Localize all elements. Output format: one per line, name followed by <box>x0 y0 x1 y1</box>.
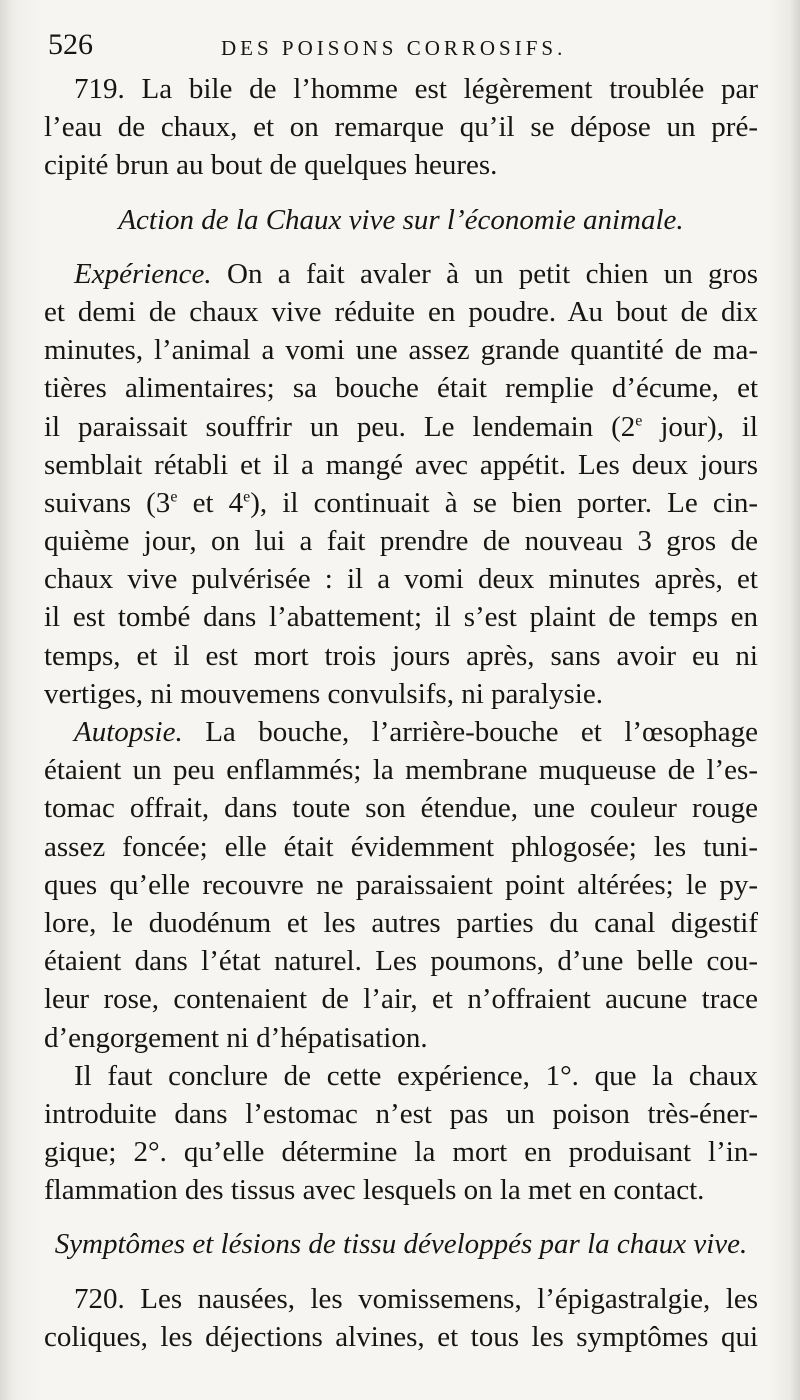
experience-label: Expérience. <box>74 257 212 290</box>
text-line: tomac offrait, dans toute son étendue, une couleur rouge <box>44 792 758 825</box>
text-span: et 4 <box>177 486 244 519</box>
text-line: semblait rétabli et il a mangé avec appétit. Les deux jours <box>44 448 758 481</box>
autopsie-label: Autopsie. <box>74 716 183 748</box>
paragraph-conclusion <box>44 1057 758 1210</box>
text-line: et demi de chaux vive réduite en poudre. Au bout de dix <box>44 295 758 328</box>
text-line: temps, et il est mort trois jours après, sans avoir eu ni <box>44 639 758 672</box>
text-line: leur rose, contenaient de l’air, et n’offraient aucune trace <box>44 983 758 1016</box>
text-line <box>44 408 758 446</box>
text-line: 720. Les nausées, les vomissemens, l’épigastralgie, les <box>74 1282 758 1315</box>
text-line: assez foncée; elle était évidemment phlogosée; les tuni- <box>44 830 758 863</box>
text-line: chaux vive pulvérisée : il a vomi deux minutes après, et <box>44 563 758 596</box>
superscript: e <box>243 488 251 506</box>
text-line: lore, le duodénum et les autres parties du canal digestif <box>44 906 758 939</box>
text-span: il paraissait souffrir un peu. Le lendemain (2 <box>44 410 636 443</box>
text-line: minutes, l’animal a vomi une assez grande quantité de ma- <box>44 334 758 367</box>
section-heading: Action de la Chaux vive sur l’économie animale. <box>118 203 684 236</box>
text-line: vertiges, ni mouvemens convulsifs, ni paralysie. <box>44 677 603 710</box>
text-line: cipité brun au bout de quelques heures. <box>44 149 498 182</box>
text-line: d’engorgement ni d’hépatisation. <box>44 1021 428 1054</box>
text-line: ques qu’elle recouvre ne paraissaient point altérées; le py- <box>44 868 758 901</box>
paragraph-719 <box>44 70 758 185</box>
page-body <box>44 70 758 1356</box>
text-line: il est tombé dans l’abattement; il s’est plaint de temps en <box>44 601 758 634</box>
running-head: DES POISONS CORROSIFS. <box>221 36 567 60</box>
text-span: jour), il <box>642 410 758 443</box>
text-span: suivans (3 <box>44 486 171 519</box>
text-span: ), il continuait à se bien porter. Le cin- <box>250 486 758 519</box>
text-line: étaient dans l’état naturel. Les poumons, d’une belle cou- <box>44 945 758 978</box>
page-header <box>46 28 752 68</box>
text-span: La bouche, l’arrière-bouche et l’œsophage <box>182 716 758 748</box>
text-line: flammation des tissus avec lesquels on la met en contact. <box>44 1174 705 1207</box>
text-line <box>44 484 758 522</box>
text-line: étaient un peu enflammés; la membrane muqueuse de l’es- <box>44 754 758 787</box>
text-line: coliques, les déjections alvines, et tous les symptômes qui <box>44 1320 758 1353</box>
text-line: tières alimentaires; sa bouche était remplie d’écume, et <box>44 372 758 405</box>
text-line: introduite dans l’estomac n’est pas un poison très-éner- <box>44 1097 758 1130</box>
section-heading: Symptômes et lésions de tissu développés par la chaux vive. <box>54 1228 748 1261</box>
paragraph-720 <box>44 1280 758 1356</box>
superscript: e <box>635 411 643 429</box>
text-line <box>44 255 758 293</box>
text-line <box>44 713 758 751</box>
superscript: e <box>170 488 178 506</box>
text-line: gique; 2°. qu’elle détermine la mort en produisant l’in- <box>44 1136 758 1169</box>
text-line: 719. La bile de l’homme est légèrement troublée par <box>74 73 758 105</box>
text-line: Il faut conclure de cette expérience, 1°. que la chaux <box>74 1059 758 1092</box>
paragraph-experience <box>44 255 758 713</box>
page-number: 526 <box>48 28 93 61</box>
text-line: l’eau de chaux, et on remarque qu’il se dépose un pré- <box>44 111 758 144</box>
paragraph-autopsie <box>44 713 758 1057</box>
text-line: quième jour, on lui a fait prendre de nouveau 3 gros de <box>44 525 758 558</box>
text-span: On a fait avaler à un petit chien un gros <box>211 257 758 290</box>
